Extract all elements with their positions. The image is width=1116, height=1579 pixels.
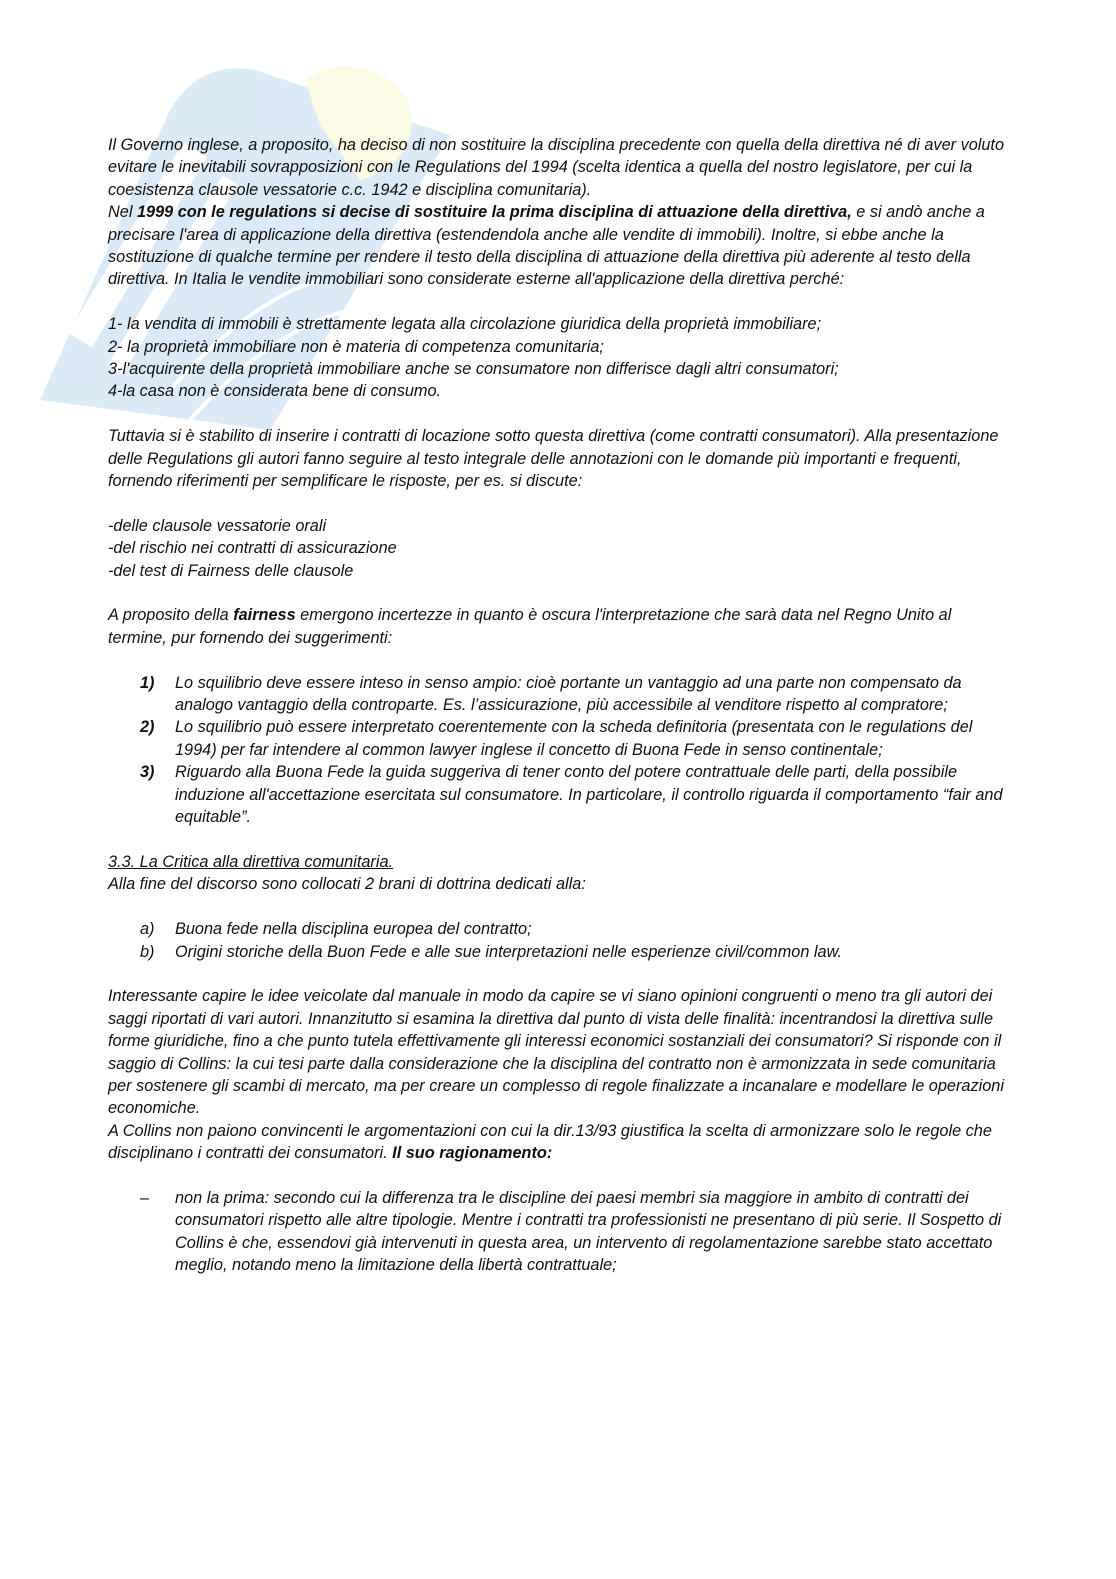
reasoning-item — [108, 1187, 1008, 1277]
discussion-list — [108, 515, 1008, 582]
spacer — [108, 649, 1008, 671]
spacer — [108, 403, 1008, 425]
paragraph-regulations-1999 — [108, 201, 1008, 291]
spacer — [108, 582, 1008, 604]
reasons-list — [108, 313, 1008, 403]
list-marker: a) — [140, 920, 155, 939]
list-marker: 3) — [140, 763, 155, 782]
spacer — [108, 963, 1008, 985]
list-item-text: Lo squilibrio deve essere inteso in senso ampio: cioè portante un vantaggio ad una parte non compensato da analogo vantaggio della controparte. Es. l’assicurazione, più accessibile al venditore rispetto al compratore; — [175, 673, 962, 715]
text-segment: emergono incertezze in quanto è oscura l'interpretazione che sarà data nel Regno Unito al termine, pur fornendo dei suggerimenti: — [108, 606, 952, 647]
spacer — [108, 492, 1008, 514]
bold-text: 1999 con le regulations si decise di sostituire la prima disciplina di attuazione della direttiva, — [136, 203, 852, 222]
list-marker: – — [140, 1188, 150, 1207]
bold-text: Il suo ragionamento: — [392, 1144, 553, 1163]
list-item-text: Riguardo alla Buona Fede la guida suggeriva di tener conto del potere contrattuale delle parti, della possibile induzione all'accettazione esercitata sul consumatore. In particolare, il controllo riguarda il comportamento “fair and equitable”. — [175, 763, 1003, 827]
list-marker: b) — [140, 942, 155, 961]
list-marker: 2) — [140, 718, 155, 737]
paragraph-collins-saggio: Interessante capire le idee veicolate dal manuale in modo da capire se vi siano opinioni congruenti o meno tra gli autori dei saggi riportati di vari autori. Innanzitutto si esamina la direttiva dal punto di vista delle finalità: incentrandosi la direttiva sulle forme giuridiche, fino a che punto tutela effettivamente gli interessi economici sostanziali dei consumatori? Si risponde con il saggio di Collins: la cui tesi parte dalla considerazione che la disciplina del contratto non è armonizzata in sede comunitaria per sostenere gli scambi di mercato, ma per creare un complesso di regole finalizzate a incanalare e modellare le operazioni economiche. — [108, 987, 1004, 1118]
discussion-item: -del test di Fairness delle clausole — [108, 561, 354, 580]
section-title: 3.3. La Critica alla direttiva comunitaria. — [108, 852, 394, 871]
bold-text: fairness — [233, 606, 296, 625]
discussion-item: -del rischio nei contratti di assicurazione — [108, 539, 397, 558]
list-item-text: Lo squilibrio può essere interpretato coerentemente con la scheda definitoria (presentata con le regulations del 1994) per far intendere al common lawyer inglese il concetto di Buona Fede in senso continentale; — [175, 718, 973, 759]
reason-item: 3-l'acquirente della proprietà immobiliare anche se consumatore non differisce dagli altri consumatori; — [108, 360, 839, 379]
discussion-item: -delle clausole vessatorie orali — [108, 516, 327, 535]
document-body — [108, 134, 1008, 1277]
topic-item — [108, 941, 1008, 963]
paragraph-governo-inglese: Il Governo inglese, a proposito, ha deciso di non sostituire la disciplina precedente con quella della direttiva né di aver voluto evitare le inevitabili sovrapposizioni con le Regulations del 1994 (scelta identica a quella del nostro legislatore, per cui la coesistenza clausole vessatorie c.c. 1942 e disciplina comunitaria). — [108, 136, 1005, 199]
list-item-text: non la prima: secondo cui la differenza tra le discipline dei paesi membri sia maggiore in ambito di contratti dei consumatori rispetto alle altre tipologie. Mentre i contratti tra professionisti ne presentano di più serie. Il Sospetto di Collins è che, essendovi già intervenuti in questa area, un intervento di regolamentazione sarebbe stato accettato meglio, notando meno la limitazione della libertà contrattuale; — [175, 1188, 1002, 1275]
spacer — [108, 1165, 1008, 1187]
text-segment: A Collins non paiono convincenti le argomentazioni con cui la dir.13/93 giustifica la scelta di armonizzare solo le regole che disciplinano i contratti dei consumatori. — [108, 1121, 992, 1163]
list-marker: 1) — [140, 673, 155, 692]
spacer — [108, 829, 1008, 851]
suggestion-item — [108, 761, 1008, 828]
suggestions-list — [108, 672, 1008, 829]
topics-list — [108, 918, 1008, 963]
paragraph-collins-argomentazioni — [108, 1120, 1008, 1165]
reason-item: 2- la proprietà immobiliare non è materia di competenza comunitaria; — [108, 337, 604, 356]
list-item-text: Buona fede nella disciplina europea del contratto; — [175, 920, 532, 939]
spacer — [108, 896, 1008, 918]
topic-item — [108, 918, 1008, 940]
suggestion-item — [108, 672, 1008, 717]
reason-item: 1- la vendita di immobili è strettamente legata alla circolazione giuridica della proprietà immobiliare; — [108, 315, 822, 334]
list-item-text: Origini storiche della Buon Fede e alle sue interpretazioni nelle esperienze civil/common law. — [175, 942, 842, 961]
spacer — [108, 291, 1008, 313]
reasoning-list — [108, 1187, 1008, 1277]
text-segment: Nel — [108, 203, 137, 222]
suggestion-item — [108, 716, 1008, 761]
paragraph-locazione: Tuttavia si è stabilito di inserire i contratti di locazione sotto questa direttiva (come contratti consumatori). Alla presentazione delle Regulations gli autori fanno seguire al testo integrale delle annotazioni con le domande più importanti e frequenti, fornendo riferimenti per semplificare le risposte, per es. si discute: — [108, 427, 999, 491]
text-segment: e si andò anche a precisare l'area di applicazione della direttiva (estendendola anche alle vendite di immobili). Inoltre, si ebbe anche la sostituzione di qualche termine per rendere il testo della disciplina di attuazione della direttiva più aderente al testo della direttiva. In Italia le vendite immobiliari sono considerate esterne all'applicazione della direttiva perché: — [108, 203, 985, 289]
paragraph-brani: Alla fine del discorso sono collocati 2 brani di dottrina dedicati alla: — [108, 875, 586, 894]
paragraph-fairness — [108, 604, 1008, 649]
text-segment: A proposito della — [108, 606, 234, 625]
reason-item: 4-la casa non è considerata bene di consumo. — [108, 382, 442, 401]
